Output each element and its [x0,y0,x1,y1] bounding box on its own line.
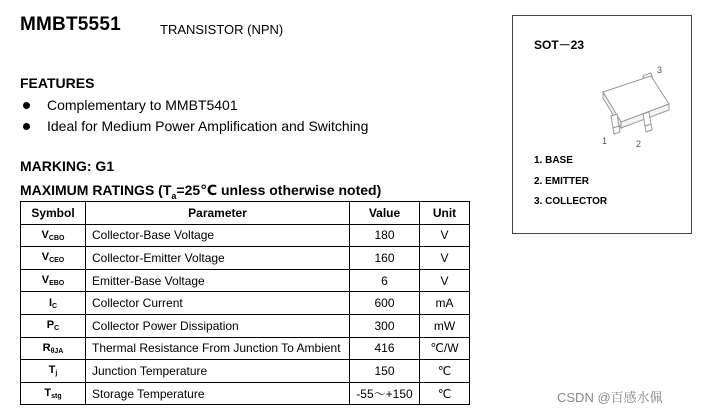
parameter-cell: Junction Temperature [86,360,350,383]
value-cell: 300 [350,314,420,337]
symbol-cell: $P_C$ [21,314,86,337]
unit-cell: mA [420,292,470,315]
column-header-parameter: Parameter [86,202,350,225]
bullet-icon [23,102,30,109]
unit-cell: V [420,269,470,292]
package-title: SOT－23 [534,38,585,52]
package-box [512,15,692,234]
part-type: TRANSISTOR (NPN) [160,22,284,37]
parameter-cell: Collector Current [86,292,350,315]
parameter-cell: Thermal Resistance From Junction To Ambient [86,337,350,360]
feature-item [20,95,368,116]
table-row [21,314,470,337]
symbol-cell: $R_{\theta JA}$ [21,337,86,360]
symbol-cell: $T_j$ [21,360,86,383]
feature-text: Complementary to MMBT5401 [47,97,238,113]
value-cell: 180 [350,224,420,247]
pin-number-3: 3 [657,65,663,75]
features-list [20,95,368,137]
table-row [21,224,470,247]
feature-item [20,116,368,137]
sot23-package-icon [593,64,683,150]
unit-cell: mW [420,314,470,337]
column-header-symbol: Symbol [21,202,86,225]
symbol-cell: $V_{CEO}$ [21,247,86,270]
ratings-title-prefix: MAXIMUM RATINGS (T [20,182,172,198]
table-row [21,292,470,315]
parameter-cell: Emitter-Base Voltage [86,269,350,292]
ratings-title [20,182,381,201]
unit-cell: ℃ [420,360,470,383]
value-cell: 416 [350,337,420,360]
value-cell: 160 [350,247,420,270]
symbol-cell: $V_{CBO}$ [21,224,86,247]
parameter-cell: Collector-Emitter Voltage [86,247,350,270]
pin-item-emitter: 2. EMITTER [534,175,590,187]
column-header-unit: Unit [420,202,470,225]
marking-label: MARKING: G1 [20,158,115,174]
symbol-cell: $I_C$ [21,292,86,315]
parameter-cell: Storage Temperature [86,382,350,405]
bullet-icon [23,123,30,130]
ratings-title-sub: a [171,190,177,201]
value-cell: 600 [350,292,420,315]
unit-cell: ℃/W [420,337,470,360]
table-row [21,247,470,270]
part-number: MMBT5551 [20,14,121,35]
pin-item-collector: 3. COLLECTOR [534,196,608,207]
symbol-cell: $T_{stg}$ [21,382,86,405]
parameter-cell: Collector-Base Voltage [86,224,350,247]
ratings-table [20,201,470,405]
table-row [21,360,470,383]
table-row [21,382,470,405]
pin-number-2: 2 [636,139,642,149]
table-header-row [21,202,470,225]
parameter-cell: Collector Power Dissipation [86,314,350,337]
unit-cell: V [420,224,470,247]
feature-text: Ideal for Medium Power Amplification and Switching [47,118,369,134]
unit-cell: V [420,247,470,270]
features-heading: FEATURES [20,75,95,91]
pin-number-1: 1 [602,136,608,146]
pin-item-base: 1. BASE [534,155,573,166]
table-row [21,337,470,360]
column-header-value: Value [350,202,420,225]
watermark: CSDN @百感水佩 [557,390,663,405]
value-cell: 6 [350,269,420,292]
value-cell: 150 [350,360,420,383]
value-cell: -55～+150 [350,382,420,405]
symbol-cell: $V_{EBO}$ [21,269,86,292]
unit-cell: ℃ [420,382,470,405]
ratings-title-suffix: =25℃ unless otherwise noted) [176,182,382,198]
table-row [21,269,470,292]
pin-list [534,155,607,217]
